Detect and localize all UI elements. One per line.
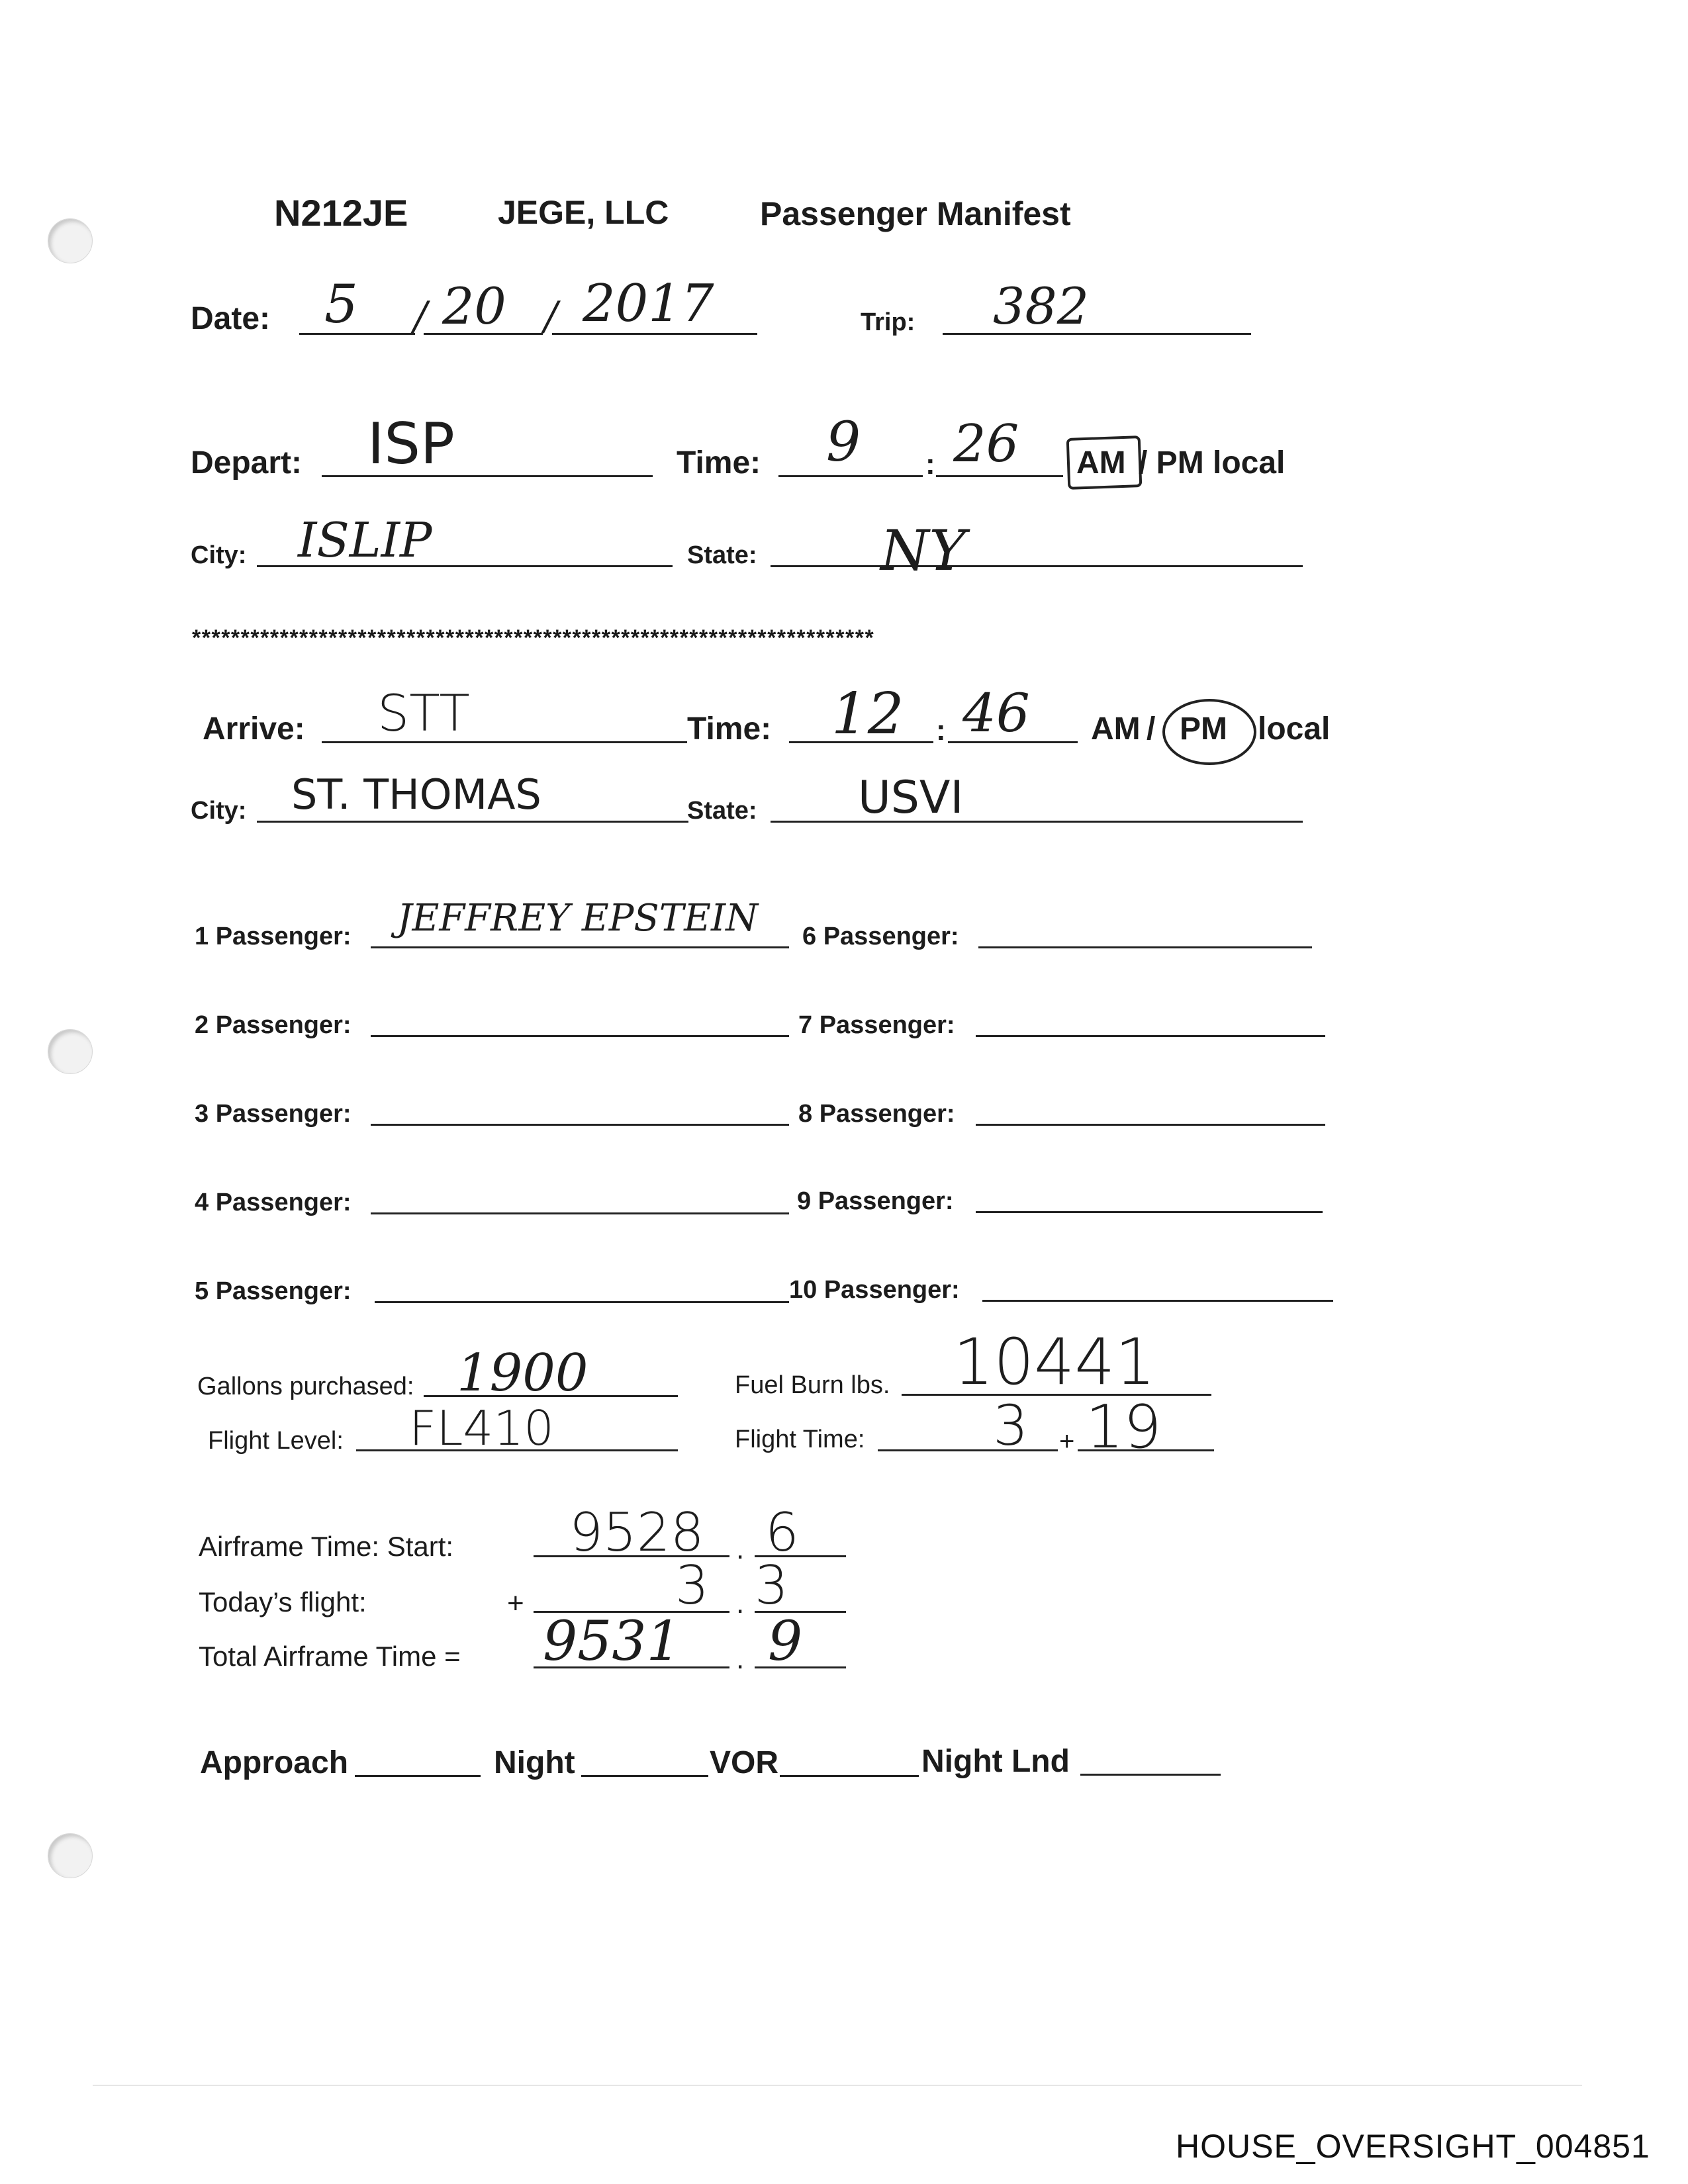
todays-flight-label: Today’s flight:: [199, 1586, 367, 1617]
todays-flight-whole-value: 3: [675, 1555, 709, 1616]
fuel-burn-value: 10441: [953, 1325, 1156, 1399]
binder-hole-top: [48, 218, 93, 263]
passenger-6-line: [978, 946, 1312, 948]
passenger-5-label: 5 Passenger:: [195, 1277, 352, 1305]
depart-airport-value: ISP: [367, 411, 455, 477]
arrive-local-label: local: [1258, 711, 1331, 747]
arrive-airport-value: STT: [377, 684, 470, 743]
depart-min-line: [936, 475, 1063, 477]
section-separator: **********************************************************************: [192, 625, 875, 651]
depart-city-value: ISLIP: [298, 512, 432, 568]
todays-flight-decimal-point: .: [736, 1587, 745, 1619]
todays-flight-plus: +: [507, 1587, 524, 1619]
passenger-1-name: JEFFREY EPSTEIN: [397, 897, 759, 940]
passenger-8-label: 8 Passenger:: [798, 1100, 955, 1128]
approach-line: [355, 1775, 481, 1777]
passenger-10-label: 10 Passenger:: [789, 1276, 960, 1304]
depart-state-label: State:: [687, 541, 757, 569]
arrive-am-pm-divider: /: [1147, 711, 1156, 747]
arrive-city-value: ST. THOMAS: [291, 770, 541, 819]
passenger-4-line: [371, 1212, 789, 1214]
date-day-value: 20: [442, 277, 506, 336]
depart-state-value: NY: [880, 518, 966, 583]
company-name: JEGE, LLC: [498, 194, 669, 231]
passenger-8-line: [976, 1124, 1325, 1126]
passenger-2-label: 2 Passenger:: [195, 1011, 352, 1039]
trip-value: 382: [993, 277, 1090, 336]
passenger-4-label: 4 Passenger:: [195, 1189, 352, 1216]
depart-label: Depart:: [191, 445, 303, 480]
depart-time-colon: :: [925, 448, 935, 480]
flight-time-hours-value: 3: [993, 1393, 1029, 1458]
arrive-hour-value: 12: [831, 681, 904, 747]
depart-min-value: 26: [953, 414, 1019, 474]
arrive-state-line: [771, 821, 1303, 823]
passenger-7-label: 7 Passenger:: [798, 1011, 955, 1039]
arrive-line: [322, 741, 687, 743]
passenger-5-line: [375, 1301, 789, 1303]
date-slash-1: /: [414, 293, 428, 340]
airframe-start-dec-value: 6: [765, 1502, 799, 1563]
flight-level-label: Flight Level:: [208, 1427, 344, 1455]
vor-line: [780, 1775, 919, 1777]
airframe-start-decimal-point: .: [736, 1533, 745, 1565]
night-lnd-line: [1080, 1774, 1221, 1776]
arrive-state-label: State:: [687, 797, 757, 825]
passenger-6-label: 6 Passenger:: [802, 923, 959, 950]
arrive-state-value: USVI: [858, 772, 964, 824]
passenger-1-line: [371, 946, 789, 948]
airframe-start-label: Airframe Time: Start:: [199, 1531, 454, 1562]
gallons-label: Gallons purchased:: [197, 1373, 414, 1400]
arrive-time-colon: :: [936, 714, 946, 747]
passenger-9-label: 9 Passenger:: [797, 1187, 954, 1215]
passenger-7-line: [976, 1035, 1325, 1037]
scan-edge-line: [93, 2085, 1582, 2086]
total-airframe-whole-value: 9531: [543, 1610, 681, 1673]
vor-label: VOR: [710, 1745, 779, 1780]
passenger-3-label: 3 Passenger:: [195, 1100, 352, 1128]
todays-flight-dec-value: 3: [755, 1555, 788, 1616]
binder-hole-bottom: [48, 1833, 93, 1878]
arrive-am-option: AM: [1091, 711, 1141, 747]
passenger-9-line: [976, 1211, 1323, 1213]
bates-stamp: HOUSE_OVERSIGHT_004851: [1176, 2128, 1650, 2165]
fuel-burn-label: Fuel Burn lbs.: [735, 1371, 890, 1399]
flight-time-hours-line: [878, 1449, 1058, 1451]
depart-city-label: City:: [191, 541, 247, 569]
total-airframe-decimal-point: .: [736, 1643, 745, 1675]
passenger-1-label: 1 Passenger:: [195, 923, 352, 950]
page-title: Passenger Manifest: [760, 195, 1071, 232]
depart-am-circle: [1066, 435, 1143, 490]
flight-time-minutes-value: 19: [1086, 1392, 1162, 1462]
depart-pm-local-label: / PM local: [1139, 445, 1286, 480]
total-airframe-dec-value: 9: [768, 1610, 803, 1673]
date-label: Date:: [191, 301, 271, 336]
trip-line: [943, 333, 1251, 335]
date-month-value: 5: [324, 273, 358, 335]
depart-hour-value: 9: [826, 411, 861, 474]
date-year-value: 2017: [583, 274, 714, 334]
depart-time-label: Time:: [677, 445, 761, 480]
depart-state-line: [771, 565, 1303, 567]
trip-label: Trip:: [861, 308, 915, 336]
approach-label: Approach: [200, 1745, 349, 1780]
depart-hour-line: [778, 475, 923, 477]
depart-am-option: AM: [1076, 445, 1126, 480]
arrive-city-label: City:: [191, 797, 247, 825]
binder-hole-middle: [48, 1029, 93, 1074]
passenger-10-line: [982, 1300, 1333, 1302]
night-lnd-label: Night Lnd: [921, 1744, 1070, 1779]
arrive-city-line: [257, 821, 688, 823]
total-airframe-label: Total Airframe Time =: [199, 1641, 461, 1672]
arrive-min-value: 46: [962, 682, 1030, 744]
flight-level-value: FL410: [409, 1400, 554, 1456]
gallons-value: 1900: [457, 1343, 588, 1403]
night-line: [581, 1775, 708, 1777]
flight-time-plus: +: [1059, 1427, 1075, 1456]
passenger-2-line: [371, 1035, 789, 1037]
night-label: Night: [494, 1745, 575, 1780]
passenger-3-line: [371, 1124, 789, 1126]
arrive-pm-circle: [1162, 699, 1256, 765]
tail-number: N212JE: [274, 192, 408, 234]
flight-time-label: Flight Time:: [735, 1426, 865, 1453]
arrive-time-label: Time:: [687, 711, 772, 747]
arrive-pm-option: PM: [1180, 711, 1227, 747]
date-slash-2: /: [544, 293, 558, 340]
airframe-start-whole-value: 9528: [569, 1502, 704, 1563]
arrive-label: Arrive:: [203, 711, 305, 747]
